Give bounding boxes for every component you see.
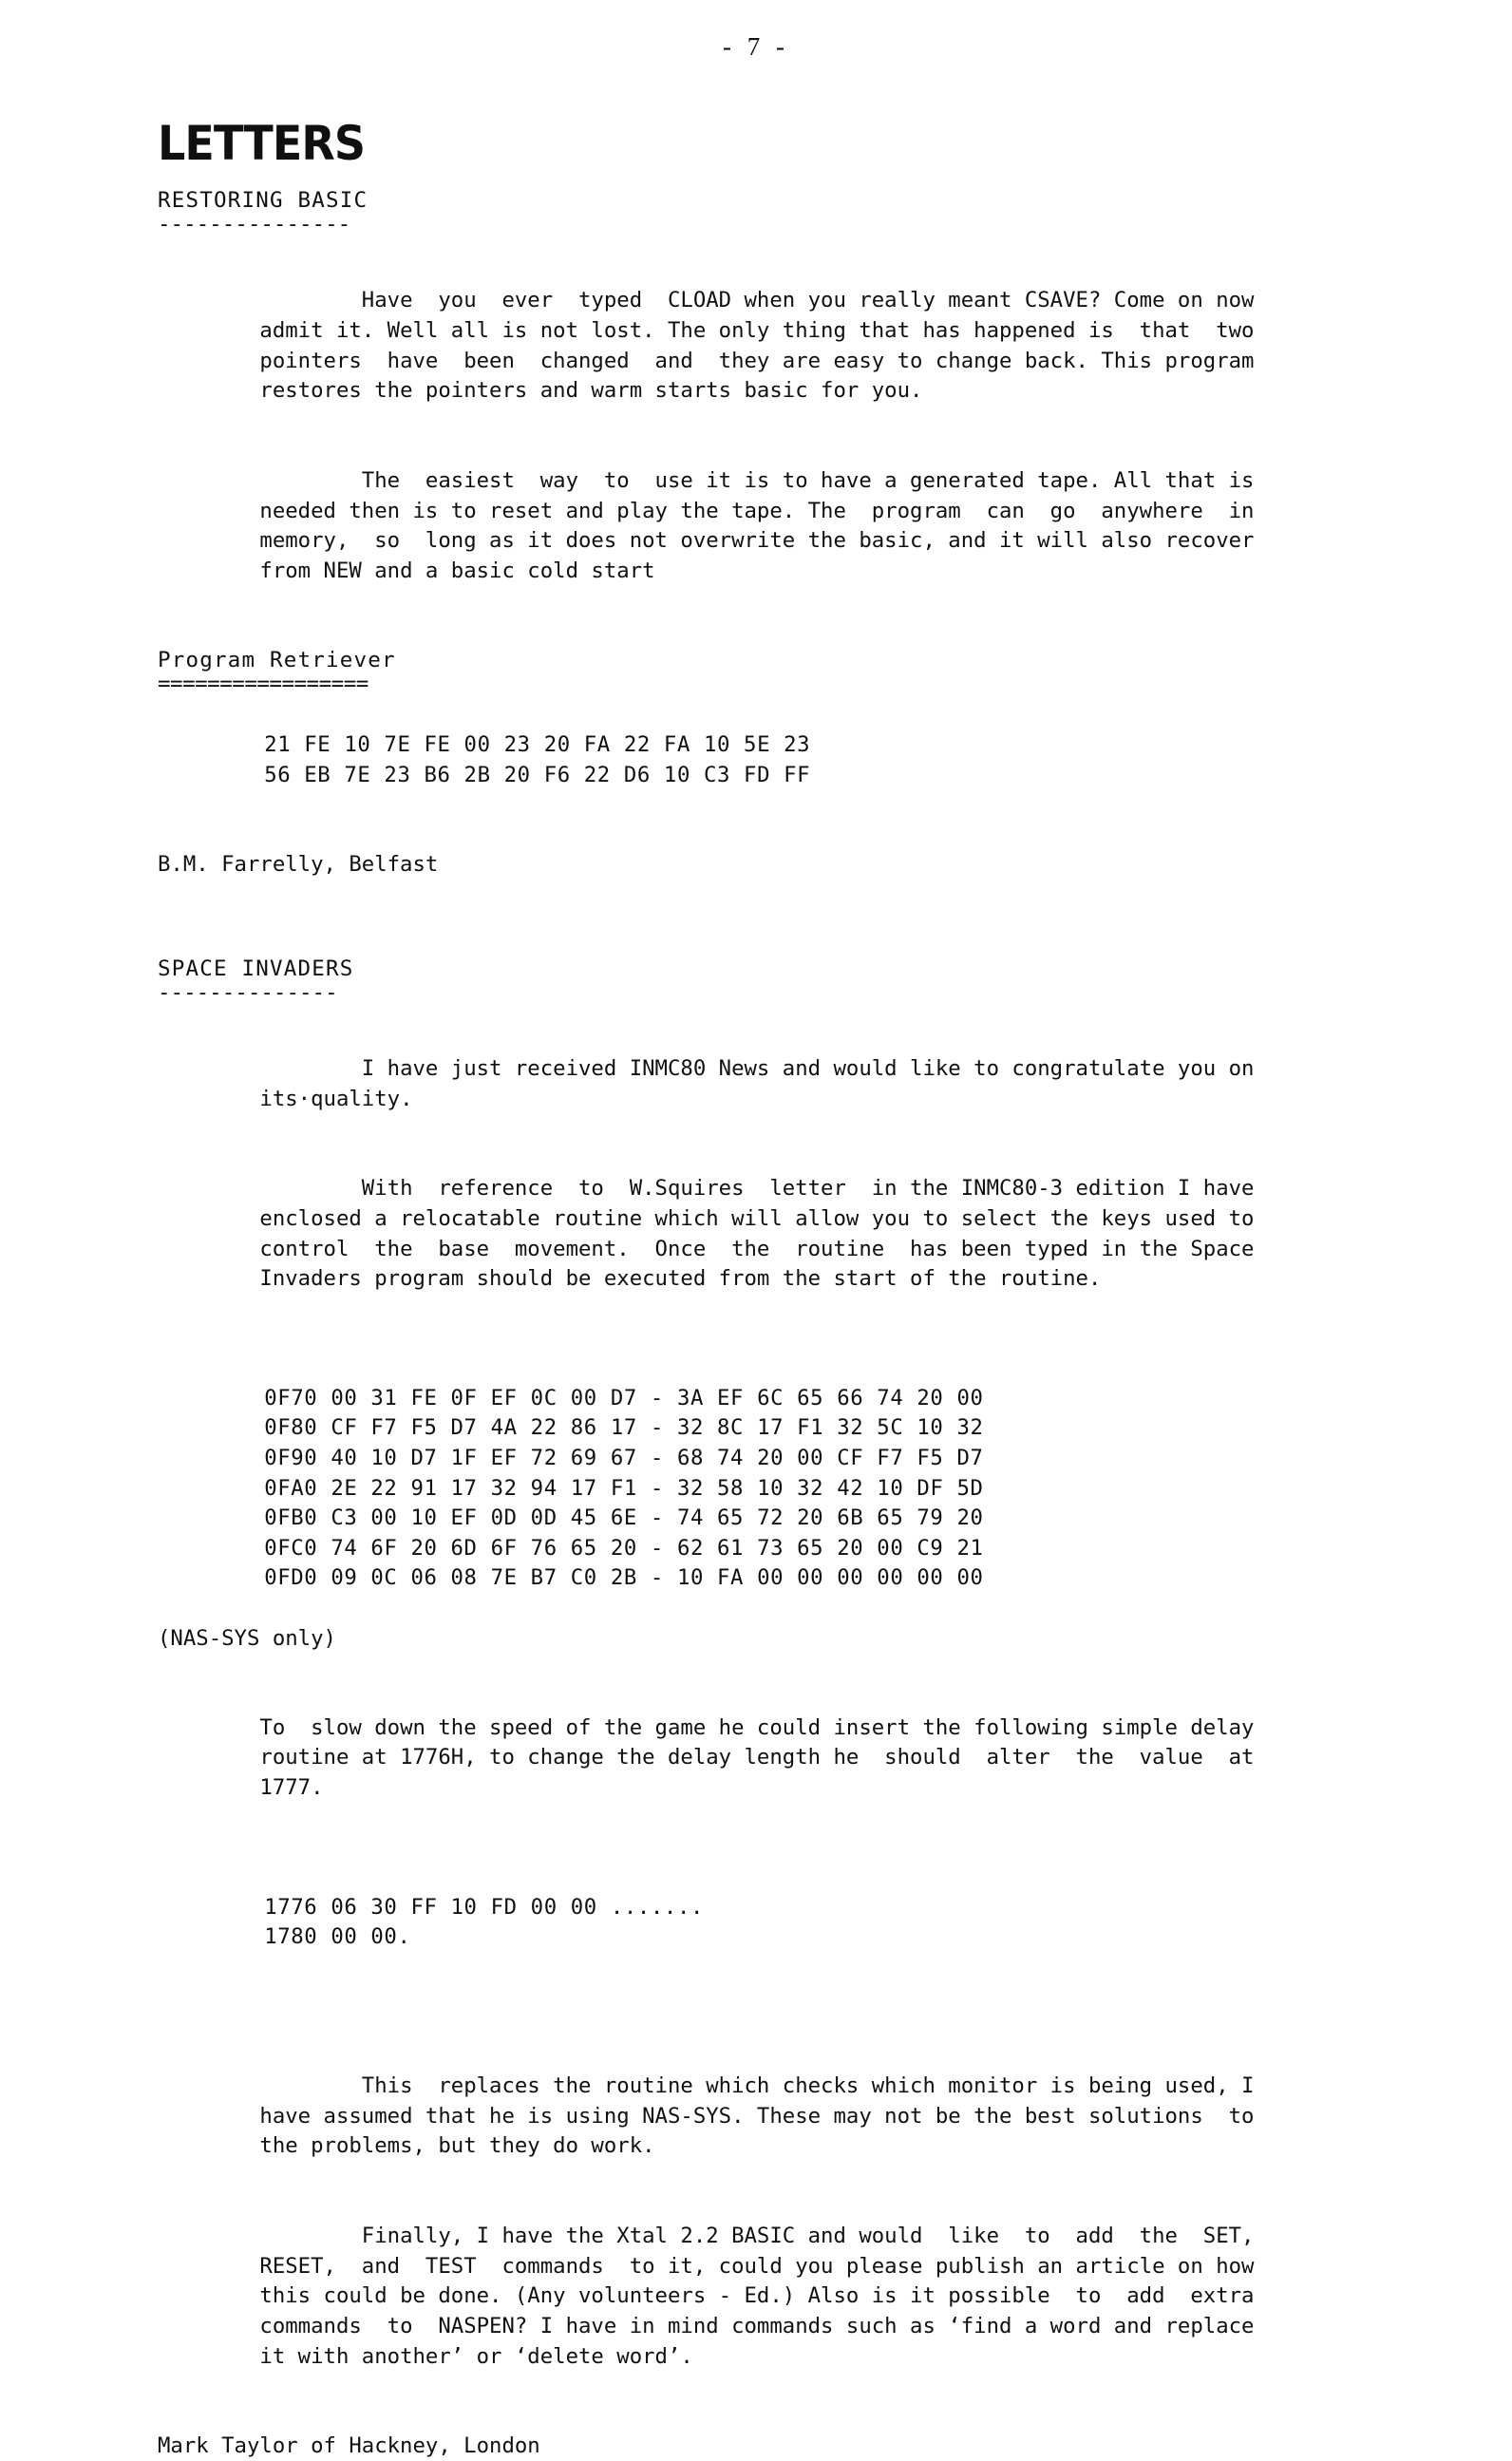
- code-line: 0FB0 C3 00 10 EF 0D 0D 45 6E - 74 65 72 20 6B 65 79 20: [264, 1505, 984, 1531]
- letter-signature: Mark Taylor of Hackney, London: [158, 2433, 540, 2458]
- hex-dump: [158, 1354, 1354, 1623]
- page-number: - 7 -: [723, 32, 789, 61]
- text-line: commands to NASPEN? I have in mind commands such as ‘find a word and replace: [259, 2313, 1255, 2338]
- spacer: [158, 880, 1354, 955]
- text-line: RESET, and TEST commands to it, could you please publish an article on how: [259, 2253, 1255, 2279]
- text-line: memory, so long as it does not overwrite the basic, and it will also recover: [259, 528, 1255, 554]
- code-line: 1780 00 00.: [264, 1924, 411, 1950]
- spacer: [158, 1654, 1354, 1683]
- letter-space-invaders: [158, 955, 1354, 2461]
- paragraph: [158, 256, 1354, 437]
- letter-restoring-basic: [158, 186, 1354, 880]
- spacer: [158, 1324, 1354, 1354]
- spacer: [158, 1983, 1354, 2042]
- letter-title: RESTORING BASIC: [158, 188, 369, 213]
- text-line: I have just received INMC80 News and would like to congratulate you on: [259, 1055, 1255, 1081]
- text-line: Invaders program should be executed from the start of the routine.: [259, 1266, 1102, 1292]
- text-line: The easiest way to use it is to have a generated tape. All that is: [259, 467, 1255, 493]
- code-line: 1776 06 30 FF 10 FD 00 00 .......: [264, 1894, 704, 1920]
- text-line: have assumed that he is using NAS-SYS. These may not be the best solutions to: [259, 2103, 1255, 2129]
- text-line: To slow down the speed of the game he could insert the following simple delay: [259, 1714, 1255, 1740]
- spacer: [158, 1009, 1354, 1024]
- delay-listing: [158, 1863, 1354, 1982]
- code-line: 21 FE 10 7E FE 00 23 20 FA 22 FA 10 5E 23: [264, 732, 811, 758]
- paragraph: [158, 436, 1354, 616]
- code-line: 0FC0 74 6F 20 6D 6F 76 65 20 - 62 61 73 65 20 00 C9 21: [264, 1535, 984, 1561]
- paragraph: [158, 1145, 1354, 1325]
- text-line: the problems, but they do work.: [259, 2133, 655, 2159]
- code-line: 0FA0 2E 22 91 17 32 94 17 F1 - 32 58 10 32 42 10 DF 5D: [264, 1475, 984, 1501]
- text-line: routine at 1776H, to change the delay length he should alter the value at: [259, 1745, 1255, 1770]
- paragraph: [158, 1683, 1354, 1833]
- text-line: from NEW and a basic cold start: [259, 558, 655, 583]
- text-line: restores the pointers and warm starts basic for you.: [259, 378, 923, 404]
- paragraph: [158, 1024, 1354, 1144]
- letter-title: SPACE INVADERS: [158, 956, 354, 981]
- code-line: 0FD0 09 0C 06 08 7E B7 C0 2B - 10 FA 00 00 00 00 00 00: [264, 1565, 984, 1591]
- hex-dump-note: (NAS-SYS only): [158, 1625, 336, 1651]
- spacer: [158, 241, 1354, 256]
- text-line: control the base movement. Once the routine has been typed in the Space: [259, 1236, 1255, 1261]
- text-line: admit it. Well all is not lost. The only thing that has happened is that two: [259, 317, 1255, 343]
- text-line: Finally, I have the Xtal 2.2 BASIC and would like to add the SET,: [259, 2224, 1255, 2249]
- text-line: it with another’ or ‘delete word’.: [259, 2343, 693, 2369]
- text-line: pointers have been changed and they are easy to change back. This program: [259, 348, 1255, 373]
- title-underline: --------------: [158, 979, 338, 1005]
- text-line: enclosed a relocatable routine which will allow you to select the keys used to: [259, 1205, 1255, 1231]
- code-line: 0F90 40 10 D7 1F EF 72 69 67 - 68 74 20 00 CF F7 F5 D7: [264, 1446, 984, 1471]
- code-line: 0F70 00 31 FE 0F EF 0C 00 D7 - 3A EF 6C 65 66 74 20 00: [264, 1385, 984, 1410]
- spacer: [158, 2402, 1354, 2432]
- page-content: [158, 116, 1354, 2461]
- spacer: [158, 1833, 1354, 1863]
- program-heading: Program Retriever: [158, 647, 396, 672]
- code-line: 56 EB 7E 23 B6 2B 20 F6 22 D6 10 C3 FD FF: [264, 762, 811, 787]
- text-line: With reference to W.Squires letter in the INMC80-3 edition I have: [259, 1176, 1255, 1202]
- paragraph: [158, 2192, 1354, 2402]
- text-line: Have you ever typed CLOAD when you really meant CSAVE? Come on now: [259, 288, 1255, 313]
- paragraph: [158, 2042, 1354, 2192]
- program-heading-underline: =================: [158, 672, 369, 697]
- text-line: this could be done. (Any volunteers - Ed.) Also is it possible to add extra: [259, 2283, 1255, 2309]
- page-title: LETTERS: [158, 116, 366, 171]
- spacer: [158, 821, 1354, 850]
- text-line: its·quality.: [259, 1086, 413, 1111]
- title-underline: ---------------: [158, 212, 351, 237]
- code-listing: [158, 701, 1354, 821]
- text-line: 1777.: [259, 1775, 324, 1800]
- text-line: needed then is to reset and play the tape. The program can go anywhere in: [259, 498, 1255, 523]
- code-line: 0F80 CF F7 F5 D7 4A 22 86 17 - 32 8C 17 F1 32 5C 10 32: [264, 1415, 984, 1441]
- spacer: [158, 616, 1354, 646]
- text-line: This replaces the routine which checks which monitor is being used, I: [259, 2073, 1255, 2099]
- letter-signature: B.M. Farrelly, Belfast: [158, 852, 439, 877]
